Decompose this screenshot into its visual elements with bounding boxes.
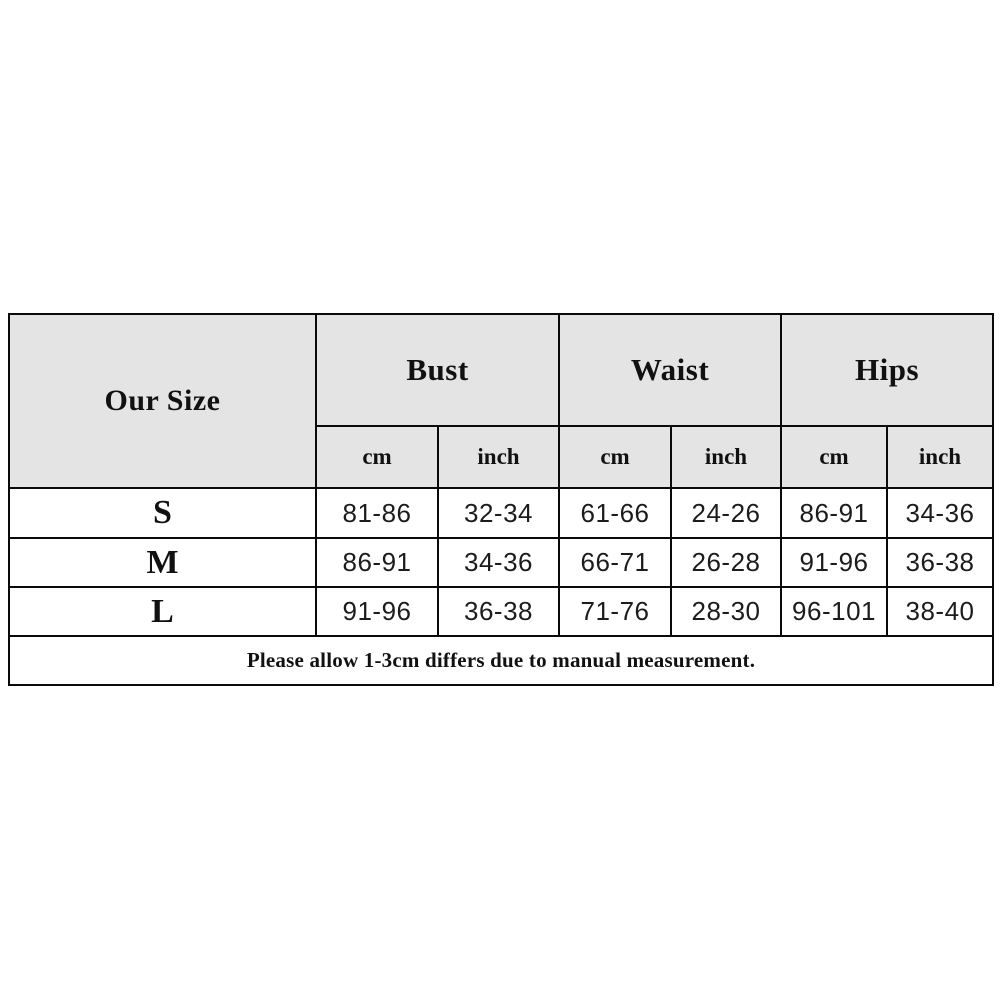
cell-s-bust-inch: 32-34 (438, 488, 559, 538)
unit-header-hips-inch: inch (887, 426, 993, 488)
column-header-waist: Waist (559, 314, 781, 426)
unit-header-bust-cm: cm (316, 426, 438, 488)
unit-header-waist-inch: inch (671, 426, 781, 488)
footnote-row (9, 636, 993, 685)
cell-s-waist-inch: 24-26 (671, 488, 781, 538)
cell-l-hips-inch: 38-40 (887, 587, 993, 636)
table-row-size-s (9, 488, 993, 538)
cell-s-hips-cm: 86-91 (781, 488, 887, 538)
column-header-our-size: Our Size (9, 314, 316, 488)
size-label-s: S (9, 488, 316, 538)
size-label-m: M (9, 538, 316, 587)
cell-m-hips-inch: 36-38 (887, 538, 993, 587)
column-header-hips: Hips (781, 314, 993, 426)
cell-m-waist-inch: 26-28 (671, 538, 781, 587)
cell-l-bust-cm: 91-96 (316, 587, 438, 636)
cell-s-hips-inch: 34-36 (887, 488, 993, 538)
unit-header-waist-cm: cm (559, 426, 671, 488)
measurement-footnote: Please allow 1-3cm differs due to manual measurement. (9, 636, 993, 685)
size-chart-table (8, 313, 994, 686)
cell-m-bust-cm: 86-91 (316, 538, 438, 587)
cell-l-waist-cm: 71-76 (559, 587, 671, 636)
unit-header-bust-inch: inch (438, 426, 559, 488)
cell-s-bust-cm: 81-86 (316, 488, 438, 538)
cell-l-waist-inch: 28-30 (671, 587, 781, 636)
table-row-size-l (9, 587, 993, 636)
cell-m-waist-cm: 66-71 (559, 538, 671, 587)
size-label-l: L (9, 587, 316, 636)
column-header-bust: Bust (316, 314, 559, 426)
cell-m-hips-cm: 91-96 (781, 538, 887, 587)
cell-s-waist-cm: 61-66 (559, 488, 671, 538)
cell-m-bust-inch: 34-36 (438, 538, 559, 587)
unit-header-hips-cm: cm (781, 426, 887, 488)
group-header-row (9, 314, 993, 426)
table-row-size-m (9, 538, 993, 587)
cell-l-hips-cm: 96-101 (781, 587, 887, 636)
cell-l-bust-inch: 36-38 (438, 587, 559, 636)
